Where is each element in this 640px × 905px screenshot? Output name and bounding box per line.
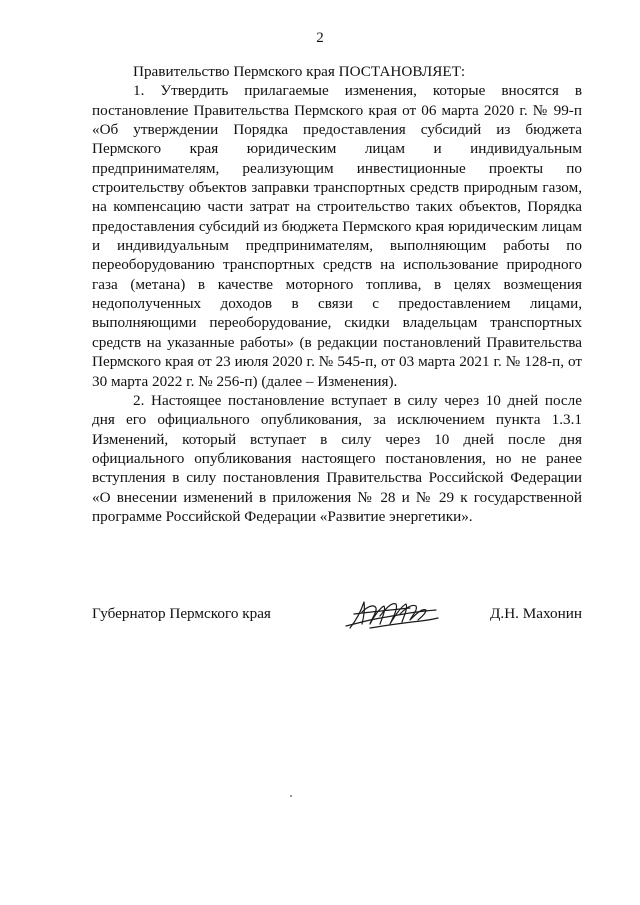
- document-body: [92, 62, 582, 526]
- paragraph-item-2: 2. Настоящее постановление вступает в силу через 10 дней после дня его официального опубликования, за исключением пункта 1.3.1 Изменений, который вступает в силу через 10 дней после дня официального опубликования настоящего постановления, но не ранее вступления в силу постановления Правительства Российской Федерации «О внесении изменений в приложения № 28 и № 29 к государственной программе Российской Федерации «Развитие энергетики».: [92, 391, 582, 525]
- signature-block: [92, 600, 582, 640]
- handwritten-signature: [340, 594, 440, 634]
- page-number: 2: [316, 30, 324, 46]
- signer-title: Губернатор Пермского края: [92, 605, 271, 622]
- paragraph-item-1: 1. Утвердить прилагаемые изменения, которые вносятся в постановление Правительства Пермского края от 06 марта 2020 г. № 99-п «Об утверждении Порядка предоставления субсидий из бюджета Пермского края юридическим лицам и индивидуальным предпринимателям, реализующим инвестиционные проекты по строительству объектов заправки транспортных средств природным газом, на компенсацию части затрат на строительство таких объектов, Порядка предоставления субсидий из бюджета Пермского края юридическим лицам и индивидуальным предпринимателям, выполняющим работы по переоборудованию транспортных средств на использование природного газа (метана) в качестве моторного топлива, в целях возмещения недополученных доходов в связи с предоставлением лицами, выполняющими переоборудование, скидки владельцам транспортных средств на указанные работы» (в редакции постановлений Правительства Пермского края от 23 июля 2020 г. № 545-п, от 03 марта 2021 г. № 128-п, от 30 марта 2022 г. № 256-п) (далее – Изменения).: [92, 82, 582, 390]
- scan-speck: [290, 795, 292, 797]
- resolution-intro: Правительство Пермского края ПОСТАНОВЛЯЕТ:: [133, 63, 466, 80]
- signer-name: Д.Н. Махонин: [490, 605, 582, 622]
